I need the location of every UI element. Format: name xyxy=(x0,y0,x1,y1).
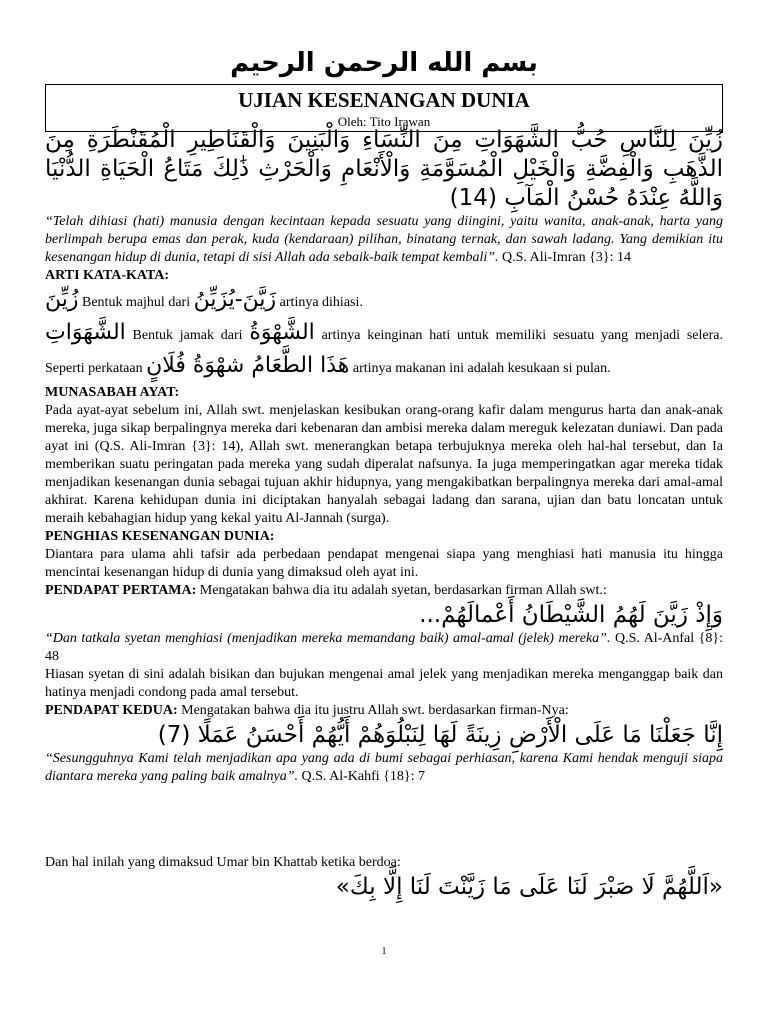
translation-reference: Q.S. Ali-Imran {3}: 14 xyxy=(498,250,631,265)
page-number: 1 xyxy=(381,946,387,957)
author-line: Oleh: Tito Irawan xyxy=(337,114,431,129)
translation-text: “Telah dihiasi (hati) manusia dengan kecintaan kepada sesuatu yang diingini, yaitu wanita, anak-anak, harta yang berlimpah berupa emas dan perak, kuda (kendaraan) pilihan, binatang ternak, dan sawah ladang. Yang demikian itu kesenangan hidup di dunia, tetapi di sisi Allah ada sebaik-baik tempat kembali”. xyxy=(45,214,723,265)
pendapat-kedua-label: PENDAPAT KEDUA: xyxy=(45,703,178,718)
vocab-word: الشَّهَوَاتِ xyxy=(45,320,126,345)
anfal-explanation: Hiasan syetan di sini adalah bisikan dan bujukan mengenai amal jelek yang menjadikan mereka menganggap baik dan hatinya menjadi condong pada amal tersebut. xyxy=(45,667,723,700)
pendapat-pertama-label: PENDAPAT PERTAMA: xyxy=(45,583,197,598)
arti-kata-heading: ARTI KATA-KATA: xyxy=(45,268,170,283)
vocab-entry-zuyyina: زُيِّنَ Bentuk majhul dari زَيَّنَ-يُزَيِّنُ artinya dihiasi. xyxy=(45,287,363,312)
umar-dua: «اَللَّهُمَّ لَا صَبْرَ لَنَا عَلَى مَا زَيَّنْتَ لَنَا إِلَّا بِكَ» xyxy=(335,874,723,900)
vocab-word: زُيِّنَ xyxy=(45,287,79,312)
verse-ali-imran-14: زُيِّنَ لِلنَّاسِ حُبُّ الشَّهَوَاتِ مِنَ النِّسَاءِ وَالْبَنِينَ وَالْقَنَاطِيرِ الْمُقَنْطَرَةِ مِنَ الذَّهَبِ وَالْفِضَّةِ وَالْخَيْلِ الْمُسَوَّمَةِ وَالْأَنْعَامِ وَالْحَرْثِ ذَٰلِكَ مَتَاعُ الْحَيَاةِ الدُّنْيَا وَاللَّهُ عِنْدَهُ حُسْنُ الْمَآبِ (14) xyxy=(45,127,723,211)
vocab-root: زَيَّنَ-يُزَيِّنُ xyxy=(193,287,277,312)
pendapat-pertama: PENDAPAT PERTAMA: Mengatakan bahwa dia itu adalah syetan, berdasarkan firman Allah swt.: xyxy=(45,583,607,598)
penghias-heading: PENGHIAS KESENANGAN DUNIA: xyxy=(45,529,275,544)
blank-space xyxy=(45,786,723,854)
vocab-root: الشَّهْوَةُ xyxy=(249,320,315,345)
translation-al-anfal: “Dan tatkala syetan menghiasi (menjadikan mereka memandang baik) amal-amal (jelek) mereka”. Q.S. Al-Anfal {8}: 48 xyxy=(45,631,723,664)
document-page xyxy=(45,0,723,902)
pendapat-kedua: PENDAPAT KEDUA: Mengatakan bahwa dia itu justru Allah swt. berdasarkan firman-Nya: xyxy=(45,703,569,718)
munasabah-paragraph: Pada ayat-ayat sebelum ini, Allah swt. menjelaskan kesibukan orang-orang kafir dalam mengurus harta dan anak-anak mereka, juga sikap berpalingnya mereka dari kebenaran dan ambisi mereka dalam mereguk kelezatan duniawi. Dan pada ayat ini (Q.S. Ali-Imran {3}: 14), Allah swt. menerangkan betapa terbujuknya mereka oleh hal-hal tersebut, dan Ia memberikan suatu peringatan pada mereka yang sudah diperalat nafsunya. Ia juga memperingatkan agar mereka tidak menjadikan kesenangan dunia sebagai tujuan akhir hidupnya, yang mengakibatkan berpalingnya mereka dari amal-amal akhirat. Karena kehidupan dunia ini diciptakan hanyalah sebagai ladang dan sarana, ujian dan batu loncatan untuk meraih kebahagian hidup yang kekal yaitu Al-Jannah (surga). xyxy=(45,403,723,526)
umar-intro: Dan hal inilah yang dimaksud Umar bin Khattab ketika berdoa: xyxy=(45,855,401,870)
document-title: UJIAN KESENANGAN DUNIA xyxy=(238,88,530,112)
translation-ali-imran xyxy=(45,213,723,267)
translation-al-kahfi: “Sesungguhnya Kami telah menjadikan apa yang ada di bumi sebagai perhiasan, karena Kami hendak menguji siapa diantara mereka yang paling baik amalnya”. Q.S. Al-Kahfi {18}: 7 xyxy=(45,751,723,784)
translation-reference: Q.S. Al-Anfal {8}: 48 xyxy=(45,631,723,664)
bismillah-heading: بسم الله الرحمن الرحيم xyxy=(230,48,538,78)
verse-al-kahfi-7: إِنَّا جَعَلْنَا مَا عَلَى الْأَرْضِ زِينَةً لَهَا لِنَبْلُوَهُمْ أَيُّهُمْ أَحْسَنُ عَمَلًا (7) xyxy=(157,722,723,748)
vocab-example: هَذَا الطَّعَامُ شهْوَةُ فُلَانٍ xyxy=(146,353,350,378)
vocab-entry-syahawat: الشَّهَوَاتِ Bentuk jamak dari الشَّهْوَةُ artinya keinginan hati untuk memiliki sesuatu yang menjadi selera. Seperti perkataan هَذَا الطَّعَامُ شهْوَةُ فُلَانٍ artinya makanan ini adalah kesukaan si pulan. xyxy=(45,320,723,378)
verse-al-anfal-48: وَإِذْ زَيَّنَ لَهُمُ الشَّيْطَانُ أَعْمالَهُمْ... xyxy=(419,602,723,628)
title-box xyxy=(45,84,723,132)
translation-reference: Q.S. Al-Kahfi {18}: 7 xyxy=(298,769,426,784)
penghias-paragraph: Diantara para ulama ahli tafsir ada perbedaan pendapat mengenai siapa yang menghiasi hati manusia itu hingga mencintai kesenangan hidup di dunia yang dimaksud oleh ayat ini. xyxy=(45,547,723,580)
munasabah-heading: MUNASABAH AYAT: xyxy=(45,385,180,400)
